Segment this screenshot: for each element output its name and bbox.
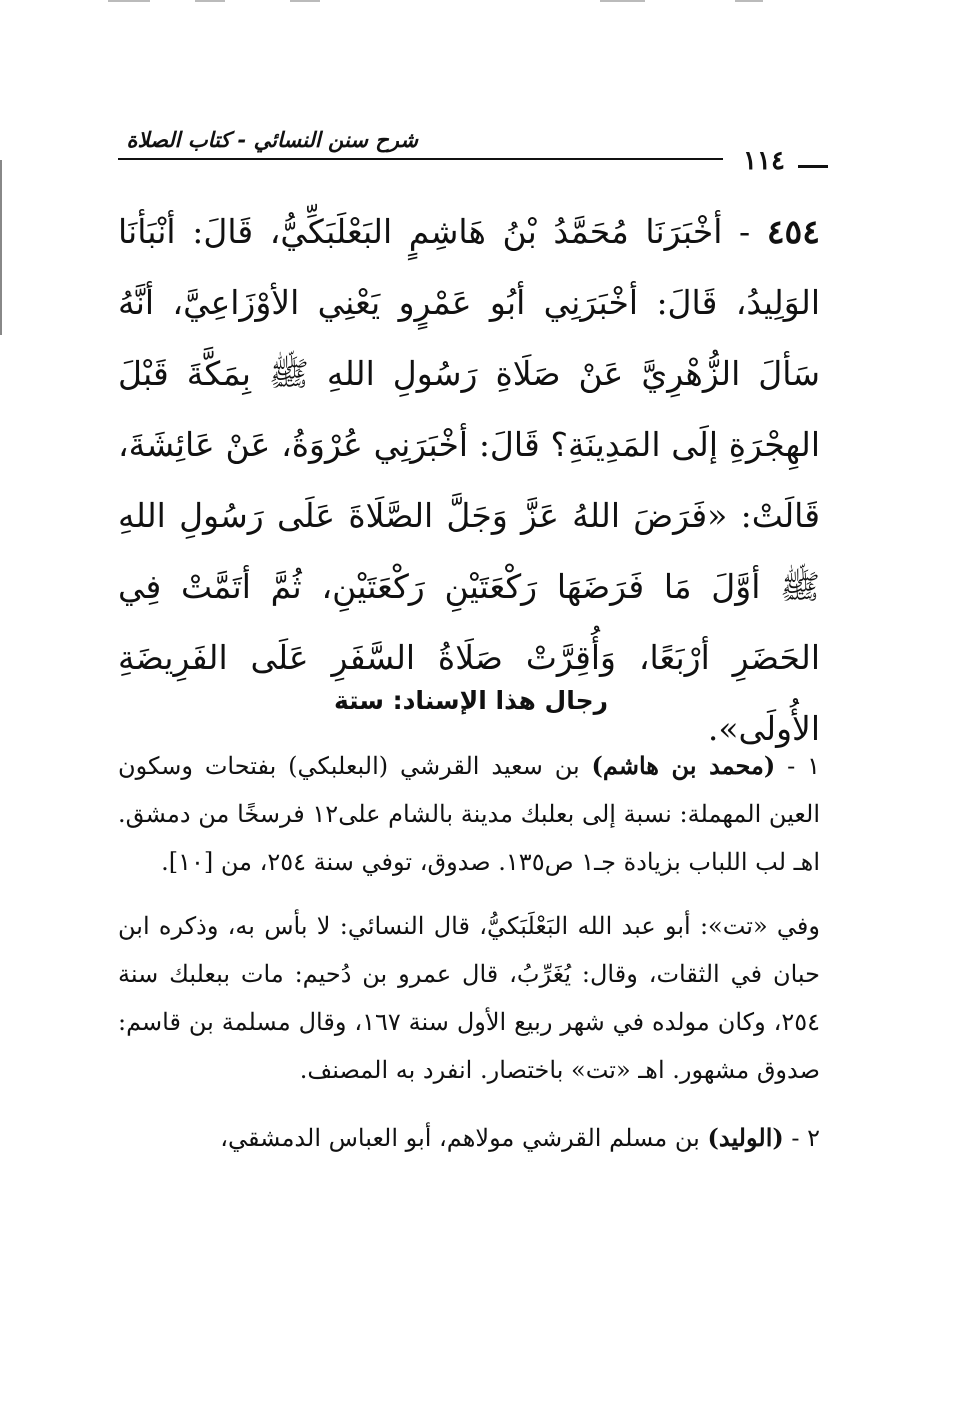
entry-text: وفي «تت»: أبو عبد الله البَعْلَبَكيُّ، قال النسائي: لا بأس به، وذكره ابن حبان في الثقات، وقال: يُغَرِّبُ، قال عمرو بن دُحيم: مات ببعلبك سنة ٢٥٤، وكان مولده في شهر ربيع الأول سنة ١٦٧، وقال مسلمة بن قاسم: صدوق مشهور. اهـ «تت» باختصار. انفرد به المصنف. — [118, 912, 820, 1084]
narrator-notes — [118, 742, 820, 1162]
narrator-entry-1 — [118, 742, 820, 886]
narrator-name: (محمد بن هاشم) — [591, 751, 776, 780]
running-title: شرح سنن النسائي - كتاب الصلاة — [126, 128, 418, 152]
page-number: ١١٤ — [743, 146, 785, 176]
page-number-dash — [798, 165, 828, 168]
scan-artifact — [290, 0, 320, 2]
scan-artifact — [600, 0, 645, 2]
hadith-text — [118, 196, 820, 764]
entry-text: بن مسلم القرشي مولاهم، أبو العباس الدمشقي، — [220, 1124, 708, 1152]
entry-number: ٢ - — [783, 1124, 820, 1152]
narrator-name: (الوليد) — [707, 1123, 784, 1152]
entry-number: ١ - — [775, 752, 820, 780]
header-rule — [118, 158, 723, 160]
page-edge-shadow — [0, 160, 2, 335]
narrator-entry-2 — [118, 1114, 820, 1162]
hadith-body: - أخْبَرَنَا مُحَمَّدُ بْنُ هَاشِمٍ البَعْلَبَكِّيُّ، قَالَ: أنْبَأنَا الوَلِيدُ، قَالَ: أخْبَرَنِي أبُو عَمْرٍو يَعْنِي الأوْزَاعِيَّ، أنَّهُ سَألَ الزُّهْرِيَّ عَنْ صَلَاةِ رَسُولِ اللهِ ﷺ بِمَكَّةَ قَبْلَ الهِجْرَةِ إلَى المَدِينَةِ؟ قَالَ: أخْبَرَنِي عُرْوَةُ، عَنْ عَائِشَةَ، قَالَتْ: «فَرَضَ اللهُ عَزَّ وَجَلَّ الصَّلَاةَ عَلَى رَسُولِ اللهِ ﷺ أوَّلَ مَا فَرَضَهَا رَكْعَتَيْنِ رَكْعَتَيْنِ، ثُمَّ أتَمَّتْ فِي الحَضَرِ أرْبَعًا، وَأُقِرَّتْ صَلَاةُ السَّفَرِ عَلَى الفَرِيضَةِ الأُولَى». — [118, 212, 820, 748]
hadith-number: ٤٥٤ — [766, 212, 820, 251]
section-title: رجال هذا الإسناد: ستة — [333, 686, 609, 715]
scan-artifact — [108, 0, 150, 2]
scan-artifact — [195, 0, 225, 2]
narrator-entry-1-continuation — [118, 902, 820, 1094]
entry-text: بن سعيد القرشي (البعلبكي) بفتحات وسكون العين المهملة: نسبة إلى بعلبك مدينة بالشام على١٢ فرسخًا من دمشق. اهـ لب اللباب بزيادة جـ١ ص١٣٥. صدوق، توفي سنة ٢٥٤، من [١٠]. — [118, 752, 820, 876]
scan-artifact — [735, 0, 763, 2]
